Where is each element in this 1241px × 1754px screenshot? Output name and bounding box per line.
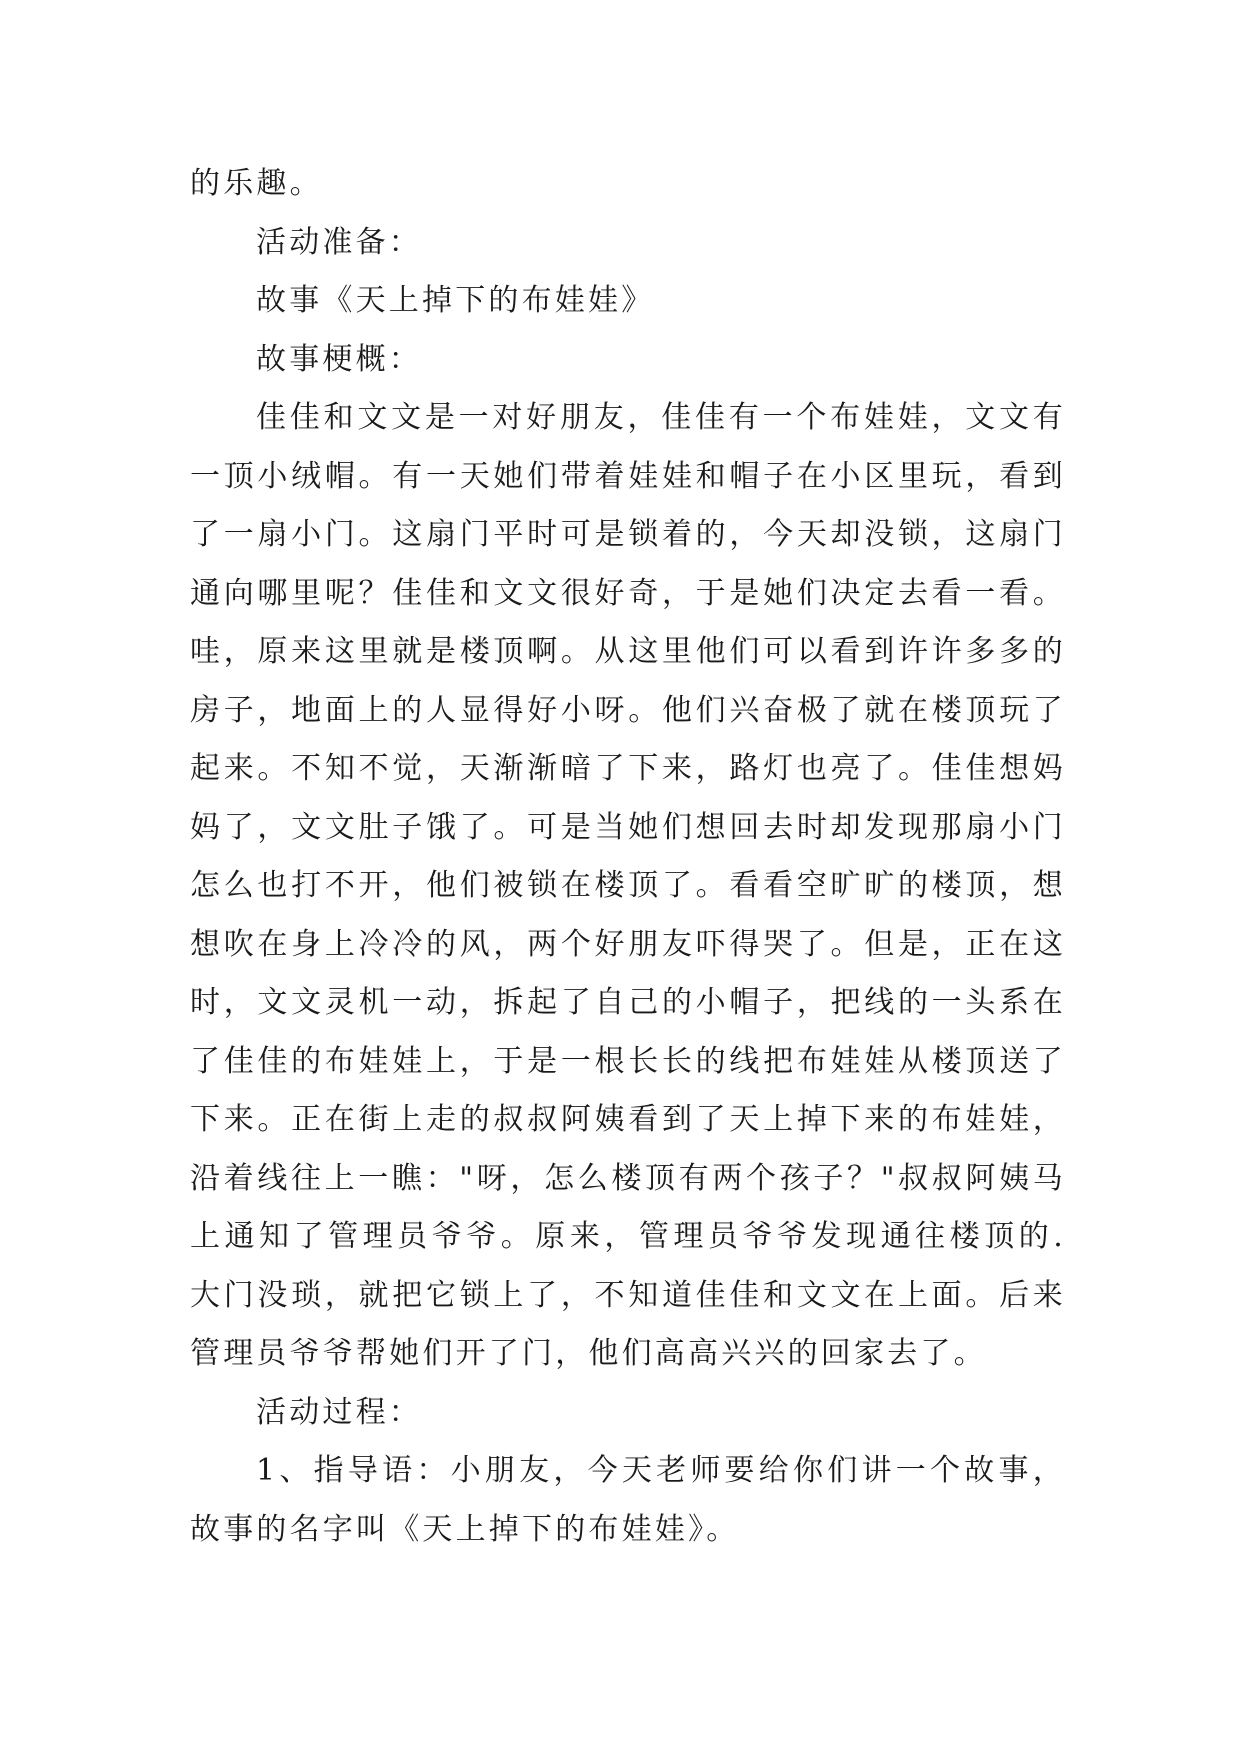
story-line: 哇，原来这里就是楼顶啊。从这里他们可以看到许许多多的 (190, 634, 1066, 669)
story-line: 起来。不知不觉，天渐渐暗了下来，路灯也亮了。佳佳想妈 (190, 751, 1066, 786)
story-line: 一顶小绒帽。有一天她们带着娃娃和帽子在小区里玩，看到 (190, 458, 1066, 494)
story-line: 通向哪里呢？佳佳和文文很好奇，于是她们决定去看一看。 (190, 575, 1066, 611)
story-line: 了佳佳的布娃娃上，于是一根长长的线把布娃娃从楼顶送了 (190, 1043, 1066, 1079)
process-heading: 活动过程： (256, 1394, 422, 1430)
story-line: 大门没琐，就把它锁上了，不知道佳佳和文文在上面。后来 (190, 1277, 1066, 1313)
step-line: 1、指导语：小朋友，今天老师要给你们讲一个故事， (256, 1453, 1066, 1488)
story-line: 房子，地面上的人显得好小呀。他们兴奋极了就在楼顶玩了 (190, 692, 1066, 728)
story-line: 下来。正在街上走的叔叔阿姨看到了天上掉下来的布娃娃， (190, 1102, 1066, 1137)
step-line: 故事的名字叫《天上掉下的布娃娃》。 (190, 1511, 740, 1547)
story-line: 妈了，文文肚子饿了。可是当她们想回去时却发现那扇小门 (190, 809, 1066, 845)
story-line: 佳佳和文文是一对好朋友，佳佳有一个布娃娃，文文有 (256, 400, 1066, 435)
story-line: 了一扇小门。这扇门平时可是锁着的，今天却没锁，这扇门 (190, 517, 1066, 552)
intro-tail-text: 的乐趣。 (190, 166, 323, 201)
story-line: 上通知了管理员爷爷。原来，管理员爷爷发现通往楼顶的. (190, 1219, 1066, 1254)
document-body (190, 155, 1066, 1559)
story-line: 想吹在身上冷冷的风，两个好朋友吓得哭了。但是，正在这 (190, 926, 1066, 962)
story-line: 怎么也打不开，他们被锁在楼顶了。看看空旷旷的楼顶，想 (190, 868, 1066, 903)
story-line: 时，文文灵机一动，拆起了自己的小帽子，把线的一头系在 (190, 985, 1066, 1020)
story-line: 沿着线往上一瞧："呀，怎么楼顶有两个孩子？"叔叔阿姨马 (190, 1160, 1066, 1196)
story-title: 故事《天上掉下的布娃娃》 (256, 283, 655, 318)
prep-heading: 活动准备： (256, 224, 422, 260)
story-line: 管理员爷爷帮她们开了门，他们高高兴兴的回家去了。 (190, 1336, 987, 1371)
step-1-paragraph (190, 1442, 1066, 1559)
summary-heading: 故事梗概： (256, 341, 422, 377)
story-summary-paragraph (190, 389, 1066, 1384)
